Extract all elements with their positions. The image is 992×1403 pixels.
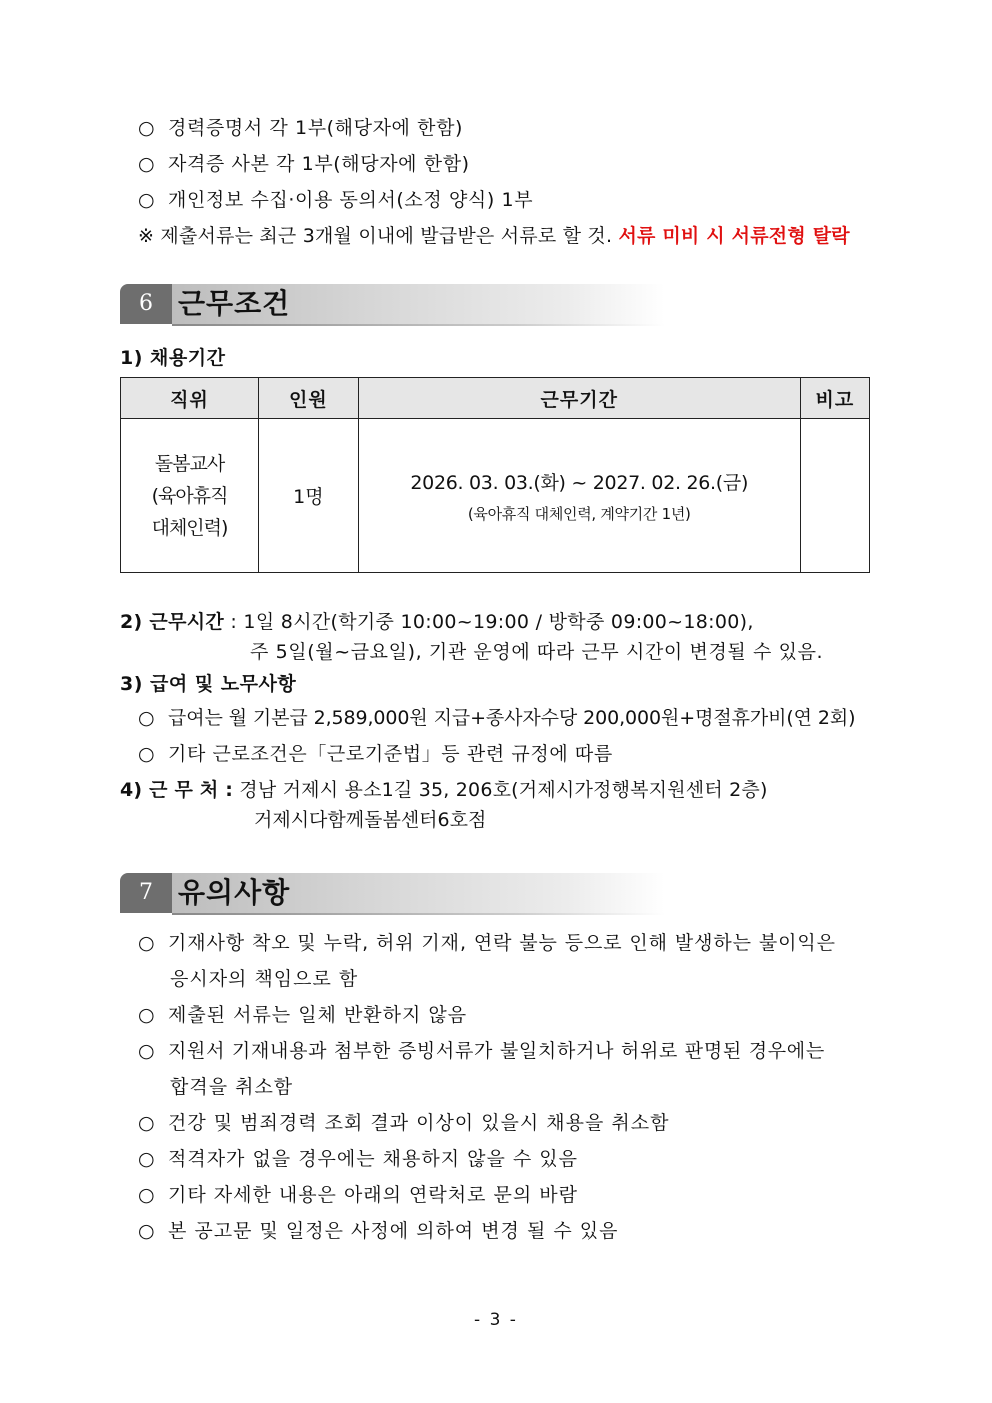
bullet-circle-icon: ○ — [138, 707, 155, 729]
notice-item-cont: 합격을 취소함 — [170, 1076, 294, 1098]
notice-item-cont: 응시자의 책임으로 함 — [170, 968, 359, 990]
bullet-circle-icon: ○ — [138, 1112, 156, 1134]
notice-item: ○ 본 공고문 및 일정은 사정에 의하여 변경 될 수 있음 — [138, 1220, 619, 1242]
bullet-circle-icon: ○ — [138, 1004, 156, 1026]
notice-item: ○ 제출된 서류는 일체 반환하지 않음 — [138, 1004, 468, 1026]
col-header: 인원 — [259, 378, 359, 419]
position-cell: 돌봄교사 (육아휴직 대체인력) — [121, 419, 259, 573]
bullet-circle-icon: ○ — [138, 1148, 156, 1170]
period-heading: 1) 채용기간 — [120, 347, 226, 369]
notice-item: ○ 기재사항 착오 및 누락, 허위 기재, 연락 불능 등으로 인해 발생하는 불이익은 — [138, 932, 836, 954]
page-number: - 3 - — [474, 1310, 518, 1330]
bullet-circle-icon: ○ — [138, 189, 156, 211]
doc-item: ○ 자격증 사본 각 1부(해당자에 한함) — [138, 153, 470, 175]
note-cell — [800, 419, 869, 573]
hours-line-2: 주 5일(월~금요일), 기관 운영에 따라 근무 시간이 변경될 수 있음. — [250, 641, 824, 663]
pay-heading: 3) 급여 및 노무사항 — [120, 673, 297, 695]
bullet-circle-icon: ○ — [138, 1184, 156, 1206]
workplace-line-2: 거제시다함께돌봄센터6호점 — [254, 809, 487, 831]
table-row — [121, 419, 870, 573]
notice-item: ○ 건강 및 범죄경력 조회 결과 이상이 있을시 채용을 취소함 — [138, 1112, 670, 1134]
workplace-line: 4) 근 무 처 : 경남 거제시 용소1길 35, 206호(거제시가정행복지원센터 2층) — [120, 779, 768, 801]
doc-item: ○ 개인정보 수집·이용 동의서(소정 양식) 1부 — [138, 189, 534, 211]
section-number: 6 — [120, 284, 172, 324]
col-header: 직위 — [121, 378, 259, 419]
bullet-circle-icon: ○ — [138, 1040, 156, 1062]
pay-item: ○ 기타 근로조건은「근로기준법」등 관련 규정에 따름 — [138, 743, 613, 765]
period-cell: 2026. 03. 03.(화) ~ 2027. 02. 26.(금) (육아휴직 대체인력, 계약기간 1년) — [358, 419, 800, 573]
section-title: 유의사항 — [178, 876, 291, 909]
doc-item: ○ 경력증명서 각 1부(해당자에 한함) — [138, 117, 464, 139]
bullet-circle-icon: ○ — [138, 932, 156, 954]
bullet-circle-icon: ○ — [138, 153, 156, 175]
workplace-label: 4) 근 무 처 : — [120, 779, 234, 801]
section-6-header — [120, 284, 665, 324]
section-title: 근무조건 — [178, 287, 291, 320]
doc-note: ※ 제출서류는 최근 3개월 이내에 발급받은 서류로 할 것. 서류 미비 시 서류전형 탈락 — [138, 225, 850, 247]
section-number: 7 — [120, 873, 172, 913]
notice-item: ○ 기타 자세한 내용은 아래의 연락처로 문의 바람 — [138, 1184, 578, 1206]
table-header-row — [121, 378, 870, 419]
warning-text: 서류 미비 시 서류전형 탈락 — [618, 225, 850, 247]
bullet-circle-icon: ○ — [138, 743, 156, 765]
notice-item: ○ 지원서 기재내용과 첨부한 증빙서류가 불일치하거나 허위로 판명된 경우에는 — [138, 1040, 825, 1062]
hours-line: 2) 근무시간 : 1일 8시간(학기중 10:00~19:00 / 방학중 09:00~18:00), — [120, 611, 754, 633]
col-header: 근무기간 — [358, 378, 800, 419]
bullet-circle-icon: ○ — [138, 117, 156, 139]
pay-item: ○ 급여는 월 기본급 2,589,000원 지급+종사자수당 200,000원+명절휴가비(연 2회) — [138, 707, 856, 729]
notice-item: ○ 적격자가 없을 경우에는 채용하지 않을 수 있음 — [138, 1148, 578, 1170]
schedule-table — [120, 377, 870, 573]
section-7-header — [120, 873, 665, 913]
hours-label: 2) 근무시간 — [120, 611, 225, 633]
bullet-circle-icon: ○ — [138, 1220, 156, 1242]
count-cell: 1명 — [259, 419, 359, 573]
col-header: 비고 — [800, 378, 869, 419]
